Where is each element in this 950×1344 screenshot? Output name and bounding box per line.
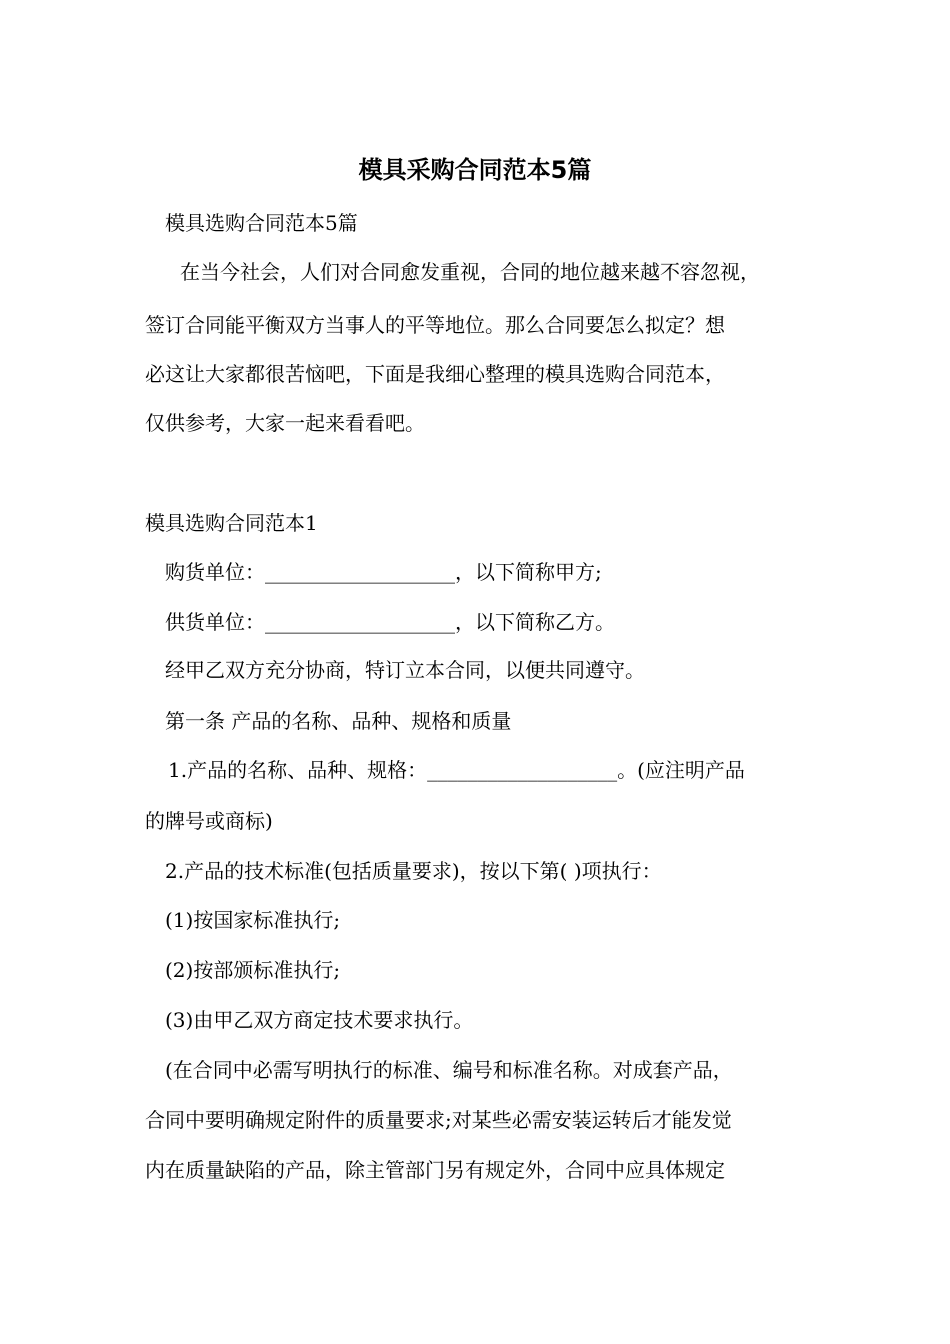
document-subtitle: 模具选购合同范本5篇	[165, 211, 358, 235]
article-1-heading: 第一条 产品的名称、品种、规格和质量	[165, 709, 512, 733]
note-line: (在合同中必需写明执行的标准、编号和标准名称。对成套产品，	[165, 1058, 733, 1082]
note-line: 内在质量缺陷的产品，除主管部门另有规定外，合同中应具体规定	[145, 1158, 725, 1182]
item-2-line: 2.产品的技术标准(包括质量要求)，按以下第( )项执行：	[165, 859, 662, 883]
standard-option: (2)按部颁标准执行;	[165, 958, 341, 982]
agreement-line: 经甲乙双方充分协商，特订立本合同，以便共同遵守。	[165, 658, 645, 682]
supplier-line: 供货单位：___________________，以下简称乙方。	[165, 610, 615, 634]
document-title: 模具采购合同范本5篇	[358, 156, 592, 184]
intro-paragraph-line: 仅供参考，大家一起来看看吧。	[145, 411, 425, 435]
intro-paragraph-line: 必这让大家都很苦恼吧，下面是我细心整理的模具选购合同范本，	[145, 362, 725, 386]
intro-paragraph-line: 在当今社会，人们对合同愈发重视，合同的地位越来越不容忽视，	[180, 260, 760, 284]
buyer-line: 购货单位：___________________，以下简称甲方;	[165, 560, 602, 584]
standard-option: (1)按国家标准执行;	[165, 908, 341, 932]
standard-option: (3)由甲乙双方商定技术要求执行。	[165, 1008, 474, 1032]
item-1-line: 的牌号或商标)	[145, 809, 273, 833]
note-line: 合同中要明确规定附件的质量要求;对某些必需安装运转后才能发觉	[145, 1108, 732, 1132]
section-heading: 模具选购合同范本1	[145, 511, 318, 535]
item-1-line: 1.产品的名称、品种、规格：___________________。(应注明产品	[168, 758, 745, 782]
intro-paragraph-line: 签订合同能平衡双方当事人的平等地位。那么合同要怎么拟定？想	[145, 313, 725, 337]
